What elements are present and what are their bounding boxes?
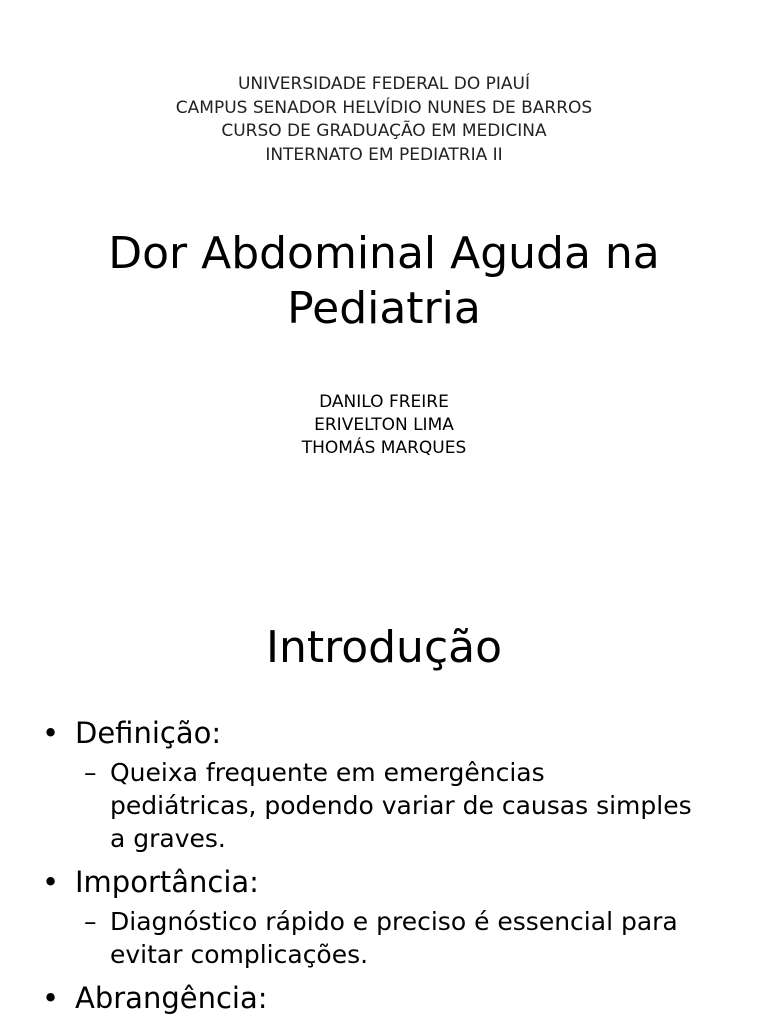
title-line: Dor Abdominal Aguda na	[108, 228, 660, 279]
bullet-item	[0, 714, 768, 752]
introduction-slide	[0, 576, 768, 1024]
author-name: ERIVELTON LIMA	[314, 415, 454, 435]
sub-bullet-marker: –	[84, 758, 97, 787]
bullet-label: Abrangência:	[75, 981, 268, 1015]
bullet-marker: •	[42, 716, 60, 750]
bullet-label: Definição:	[75, 716, 222, 750]
authors-list	[0, 391, 768, 460]
bullet-item	[0, 979, 768, 1017]
bullet-marker: •	[42, 981, 60, 1015]
institution-line: INTERNATO EM PEDIATRIA II	[265, 144, 503, 165]
sub-bullet-item	[0, 905, 768, 971]
institution-header	[0, 73, 768, 167]
sub-bullet-item	[0, 756, 768, 855]
bullet-marker: •	[42, 865, 60, 899]
author-name: THOMÁS MARQUES	[301, 438, 467, 458]
title-line: Pediatria	[287, 283, 481, 334]
slide-title: Introdução	[265, 622, 503, 673]
presentation-title	[0, 226, 768, 336]
institution-line: CURSO DE GRADUAÇÃO EM MEDICINA	[221, 121, 547, 141]
bullet-item	[0, 863, 768, 901]
bullet-label: Importância:	[75, 865, 259, 899]
institution-line: CAMPUS SENADOR HELVÍDIO NUNES DE BARROS	[175, 97, 593, 118]
sub-bullet-text: Queixa frequente em emergências pediátricas, podendo variar de causas simples a graves.	[110, 758, 692, 853]
bullet-list	[0, 714, 768, 1021]
sub-bullet-text: Diagnóstico rápido e preciso é essencial para evitar complicações.	[110, 907, 678, 969]
sub-bullet-marker: –	[84, 907, 97, 936]
institution-line: UNIVERSIDADE FEDERAL DO PIAUÍ	[237, 74, 531, 94]
author-name: DANILO FREIRE	[319, 392, 449, 412]
